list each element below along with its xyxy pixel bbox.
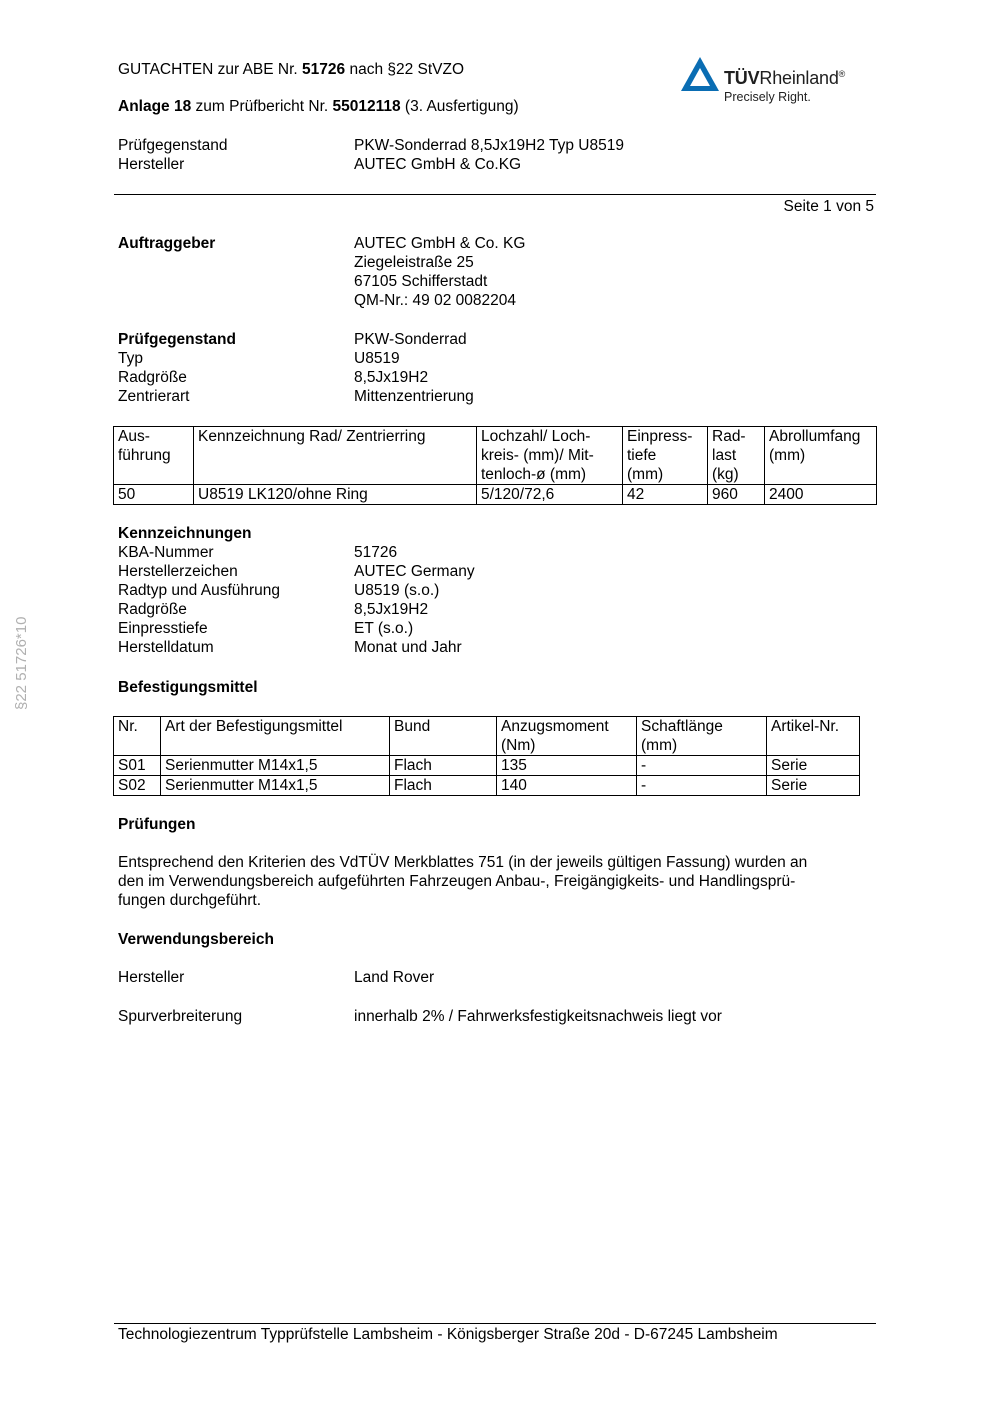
marking-label: Herstellerzeichen xyxy=(118,563,238,580)
tests-title xyxy=(118,815,196,834)
paragraph-line: den im Verwendungsbereich aufgeführten Fahrzeugen Anbau-, Freigängigkeits- und Handlingsprü- xyxy=(118,873,796,890)
header-line: Lochzahl/ Loch- xyxy=(481,428,591,445)
test-object-value: U8519 xyxy=(354,350,400,367)
table-header-cell xyxy=(114,427,194,485)
logo-brand-light: Rheinland xyxy=(759,68,839,88)
title-suffix: nach §22 StVZO xyxy=(345,61,465,78)
client-line: Ziegeleistraße 25 xyxy=(354,254,474,271)
client-address xyxy=(354,234,525,310)
marking-label: Radtyp und Ausführung xyxy=(118,582,281,599)
table-cell: Serie xyxy=(767,776,860,796)
header-subject-label: Prüfgegenstand xyxy=(118,137,228,154)
test-object-value: 8,5Jx19H2 xyxy=(354,369,429,386)
anlage-line xyxy=(118,97,519,116)
fasteners-table xyxy=(113,716,860,796)
markings-title: Kennzeichnungen xyxy=(118,525,252,542)
footer-address: Technologiezentrum Typprüfstelle Lambsheim - Königsberger Straße 20d - D-67245 Lambsheim xyxy=(118,1326,778,1343)
header-line: (mm) xyxy=(627,466,664,483)
header-line: Aus- xyxy=(118,428,150,445)
header-line: tiefe xyxy=(627,447,657,464)
table-header-cell xyxy=(194,427,477,485)
table-cell: 42 xyxy=(623,485,708,505)
variant-table xyxy=(113,426,877,505)
logo-tagline: Precisely Right. xyxy=(724,90,811,104)
table-header-cell xyxy=(708,427,765,485)
marking-value: U8519 (s.o.) xyxy=(354,582,440,599)
fasteners-title-text: Befestigungsmittel xyxy=(118,679,258,696)
header-line: kreis- (mm)/ Mit- xyxy=(481,447,594,464)
table-header-cell xyxy=(497,717,637,756)
table-cell: Serienmutter M14x1,5 xyxy=(161,756,390,776)
table-header-cell xyxy=(637,717,767,756)
anlage-suffix: (3. Ausfertigung) xyxy=(400,98,519,115)
usage-track-value: innerhalb 2% / Fahrwerksfestigkeitsnachweis liegt vor xyxy=(354,1008,722,1025)
client-label-text: Auftraggeber xyxy=(118,235,216,252)
test-object-label: Typ xyxy=(118,350,143,367)
table-cell: S01 xyxy=(114,756,161,776)
header-subject-value: PKW-Sonderrad 8,5Jx19H2 Typ U8519 xyxy=(354,137,624,154)
marking-label: Herstelldatum xyxy=(118,639,214,656)
marking-value: 8,5Jx19H2 xyxy=(354,601,429,618)
table-header-cell xyxy=(161,717,390,756)
table-row xyxy=(114,776,860,796)
header-line: Schaftlänge xyxy=(641,718,723,735)
marking-label: Einpresstiefe xyxy=(118,620,208,637)
table-cell: Flach xyxy=(390,756,497,776)
table-header-cell xyxy=(623,427,708,485)
side-stamp: §22 51726*10 xyxy=(13,616,30,710)
test-object-values xyxy=(354,330,474,406)
table-cell: 135 xyxy=(497,756,637,776)
header-line: Bund xyxy=(394,718,431,735)
header-line: (Nm) xyxy=(501,737,536,754)
table-header-row xyxy=(114,427,877,485)
header-line: last xyxy=(712,447,737,464)
usage-maker-label: Hersteller xyxy=(118,969,185,986)
logo-brand xyxy=(724,65,845,88)
header-line: (kg) xyxy=(712,466,739,483)
marking-value: AUTEC Germany xyxy=(354,563,475,580)
usage-title-text: Verwendungsbereich xyxy=(118,931,274,948)
tests-title-text: Prüfungen xyxy=(118,816,196,833)
header-line: Rad- xyxy=(712,428,746,445)
table-cell: 50 xyxy=(114,485,194,505)
usage-maker-value: Land Rover xyxy=(354,969,435,986)
header-divider xyxy=(114,194,876,195)
table-header-cell xyxy=(765,427,877,485)
table-cell: 2400 xyxy=(765,485,877,505)
document-title xyxy=(118,60,464,79)
paragraph-line: fungen durchgeführt. xyxy=(118,892,262,909)
header-maker-value: AUTEC GmbH & Co.KG xyxy=(354,156,522,173)
title-prefix: GUTACHTEN zur ABE Nr. xyxy=(118,61,303,78)
usage-title xyxy=(118,930,274,949)
table-cell: Flach xyxy=(390,776,497,796)
marking-label: Radgröße xyxy=(118,601,187,618)
client-label xyxy=(118,234,215,253)
marking-value: 51726 xyxy=(354,544,398,561)
header-line: führung xyxy=(118,447,171,464)
markings-values xyxy=(354,543,475,657)
header-line: (mm) xyxy=(769,447,806,464)
tuv-logo xyxy=(680,54,870,106)
anlage-mid: zum Prüfbericht Nr. xyxy=(191,98,333,115)
table-cell: - xyxy=(637,756,767,776)
table-header-cell xyxy=(390,717,497,756)
table-cell: 140 xyxy=(497,776,637,796)
table-cell: U8519 LK120/ohne Ring xyxy=(194,485,477,505)
table-cell: 5/120/72,6 xyxy=(477,485,623,505)
test-object-title: Prüfgegenstand xyxy=(118,331,236,348)
table-cell: Serie xyxy=(767,756,860,776)
table-header-row xyxy=(114,717,860,756)
marking-value: Monat und Jahr xyxy=(354,639,462,656)
markings-labels xyxy=(118,524,280,657)
table-header-cell xyxy=(767,717,860,756)
table-row xyxy=(114,485,877,505)
table-cell: - xyxy=(637,776,767,796)
tuv-triangle-icon xyxy=(680,56,720,92)
table-header-cell xyxy=(477,427,623,485)
table-header-cell xyxy=(114,717,161,756)
header-line: Einpress- xyxy=(627,428,693,445)
table-cell: 960 xyxy=(708,485,765,505)
test-object-labels xyxy=(118,330,236,406)
page-number: Seite 1 von 5 xyxy=(783,198,874,215)
usage-track-label: Spurverbreiterung xyxy=(118,1008,243,1025)
logo-registered: ® xyxy=(838,69,846,79)
client-line: 67105 Schifferstadt xyxy=(354,273,488,290)
table-cell: Serienmutter M14x1,5 xyxy=(161,776,390,796)
client-line: QM-Nr.: 49 02 0082204 xyxy=(354,292,516,309)
header-line: Art der Befestigungsmittel xyxy=(165,718,343,735)
fasteners-title xyxy=(118,678,258,697)
client-line: AUTEC GmbH & Co. KG xyxy=(354,235,526,252)
test-object-label: Zentrierart xyxy=(118,388,190,405)
header-line: Nr. xyxy=(118,718,138,735)
test-object-label: Radgröße xyxy=(118,369,187,386)
logo-brand-bold: TÜV xyxy=(724,68,760,88)
test-object-value: PKW-Sonderrad xyxy=(354,331,467,348)
header-line: tenloch-ø (mm) xyxy=(481,466,587,483)
header-line: Abrollumfang xyxy=(769,428,861,445)
header-line: Artikel-Nr. xyxy=(771,718,840,735)
table-cell: S02 xyxy=(114,776,161,796)
header-line: Anzugsmoment xyxy=(501,718,609,735)
test-object-value: Mittenzentrierung xyxy=(354,388,474,405)
tests-paragraph xyxy=(118,853,807,910)
anlage-label: Anlage 18 xyxy=(118,98,192,115)
report-number: 55012118 xyxy=(332,98,401,115)
header-line: (mm) xyxy=(641,737,678,754)
marking-label: KBA-Nummer xyxy=(118,544,214,561)
marking-value: ET (s.o.) xyxy=(354,620,414,637)
header-maker-label: Hersteller xyxy=(118,156,185,173)
table-row xyxy=(114,756,860,776)
paragraph-line: Entsprechend den Kriterien des VdTÜV Merkblattes 751 (in der jeweils gültigen Fassung) wurden an xyxy=(118,854,808,871)
footer-divider xyxy=(114,1323,876,1324)
header-line: Kennzeichnung Rad/ Zentrierring xyxy=(198,428,426,445)
abe-number: 51726 xyxy=(302,61,346,78)
